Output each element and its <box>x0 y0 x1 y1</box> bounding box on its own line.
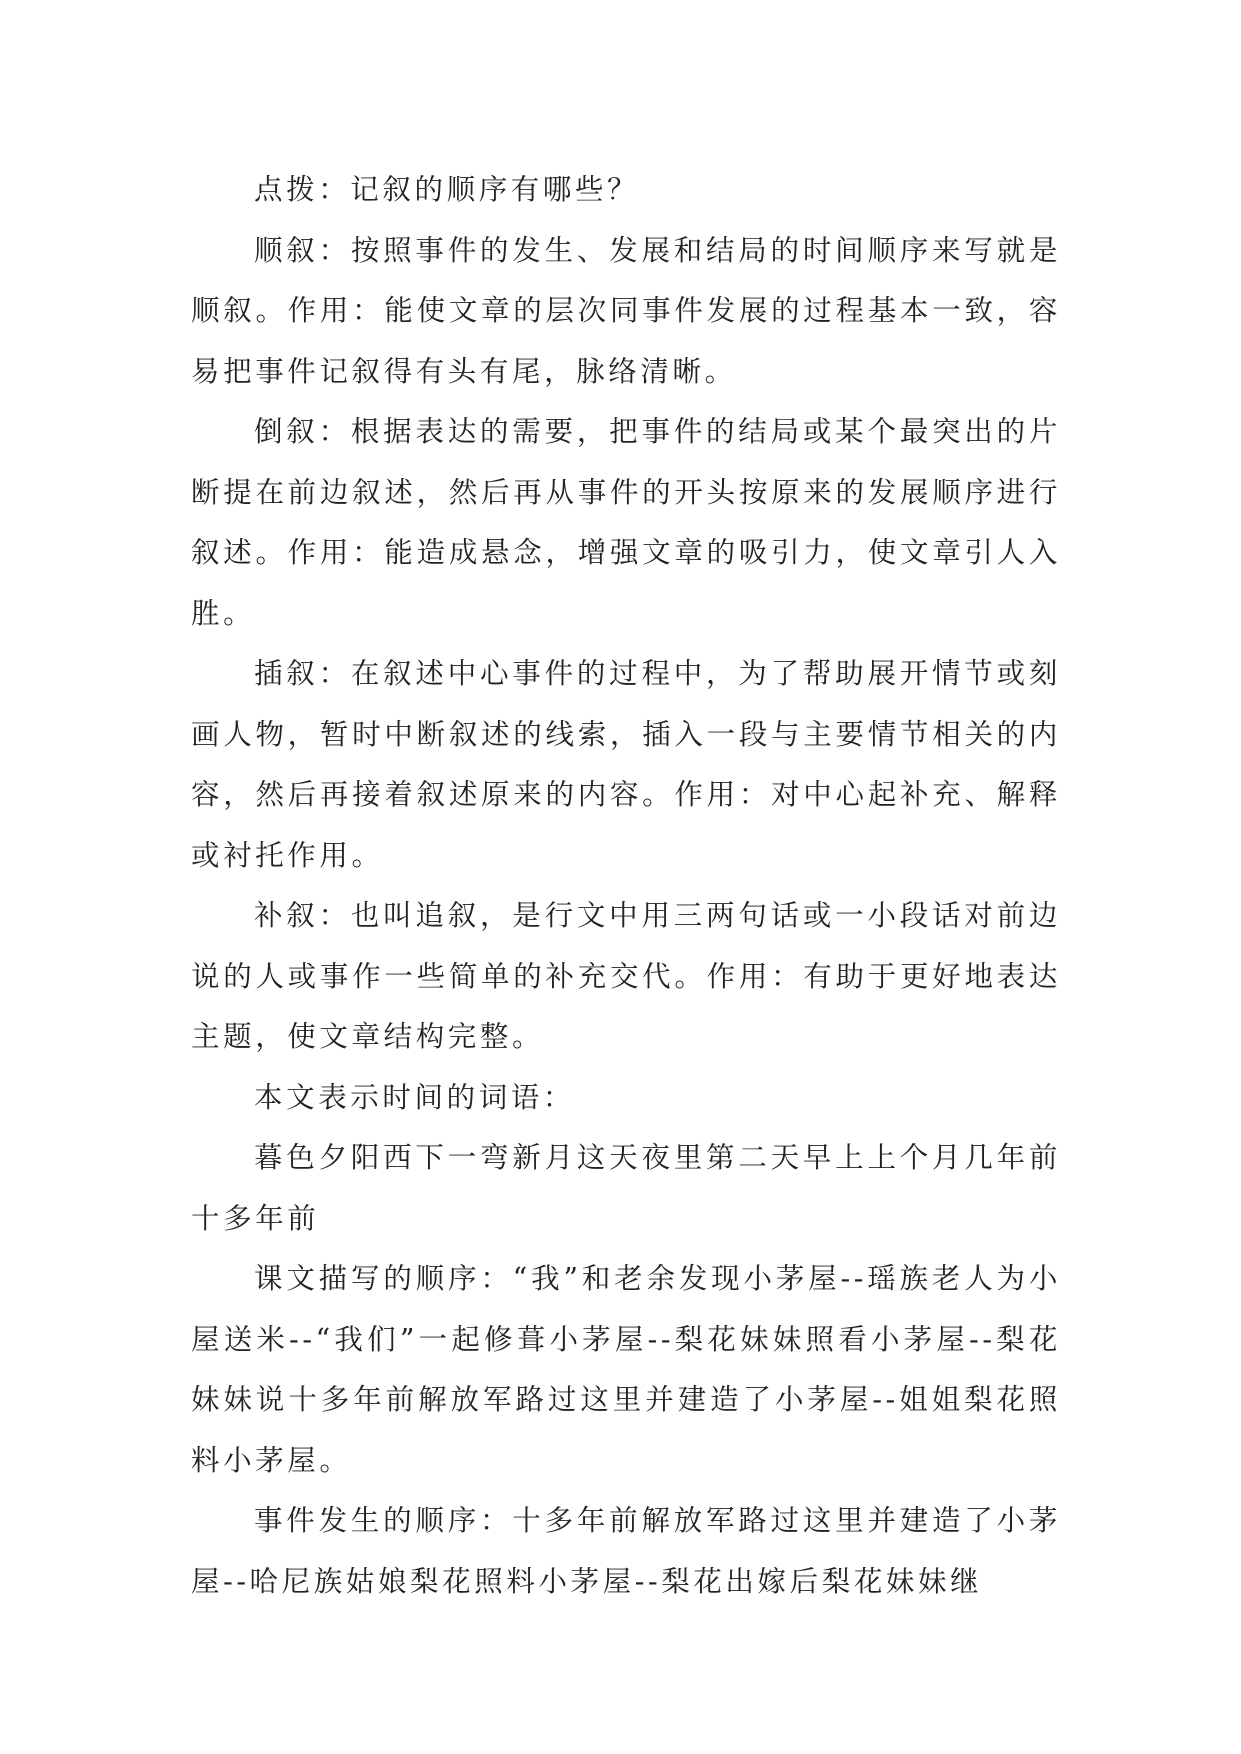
document-body <box>191 160 1061 1612</box>
paragraph-text-order: 课文描写的顺序：“我”和老余发现小茅屋--瑶族老人为小屋送米--“我们”一起修葺小茅屋--梨花妹妹照看小茅屋--梨花妹妹说十多年前解放军路过这里并建造了小茅屋--姐姐梨花照料小茅屋。 <box>191 1262 1061 1477</box>
paragraph-time-words: 暮色夕阳西下一弯新月这天夜里第二天早上上个月几年前十多年前 <box>191 1141 1061 1235</box>
paragraph-time-words-heading: 本文表示时间的词语： <box>254 1080 576 1114</box>
paragraph-event-order: 事件发生的顺序：十多年前解放军路过这里并建造了小茅屋--哈尼族姑娘梨花照料小茅屋--梨花出嫁后梨花妹妹继 <box>191 1504 1061 1598</box>
paragraph-supplement: 补叙：也叫追叙，是行文中用三两句话或一小段话对前边说的人或事作一些简单的补充交代。作用：有助于更好地表达主题，使文章结构完整。 <box>191 899 1061 1053</box>
paragraph-flashback: 倒叙：根据表达的需要，把事件的结局或某个最突出的片断提在前边叙述，然后再从事件的开头按原来的发展顺序进行叙述。作用：能造成悬念，增强文章的吸引力，使文章引人入胜。 <box>191 415 1061 630</box>
paragraph-chronological: 顺叙：按照事件的发生、发展和结局的时间顺序来写就是顺叙。作用：能使文章的层次同事件发展的过程基本一致，容易把事件记叙得有头有尾，脉络清晰。 <box>191 233 1061 388</box>
paragraph-hint: 点拨：记叙的顺序有哪些？ <box>254 173 640 206</box>
paragraph-interpolation: 插叙：在叙述中心事件的过程中，为了帮助展开情节或刻画人物，暂时中断叙述的线索，插入一段与主要情节相关的内容，然后再接着叙述原来的内容。作用：对中心起补充、解释或衬托作用。 <box>191 657 1061 872</box>
